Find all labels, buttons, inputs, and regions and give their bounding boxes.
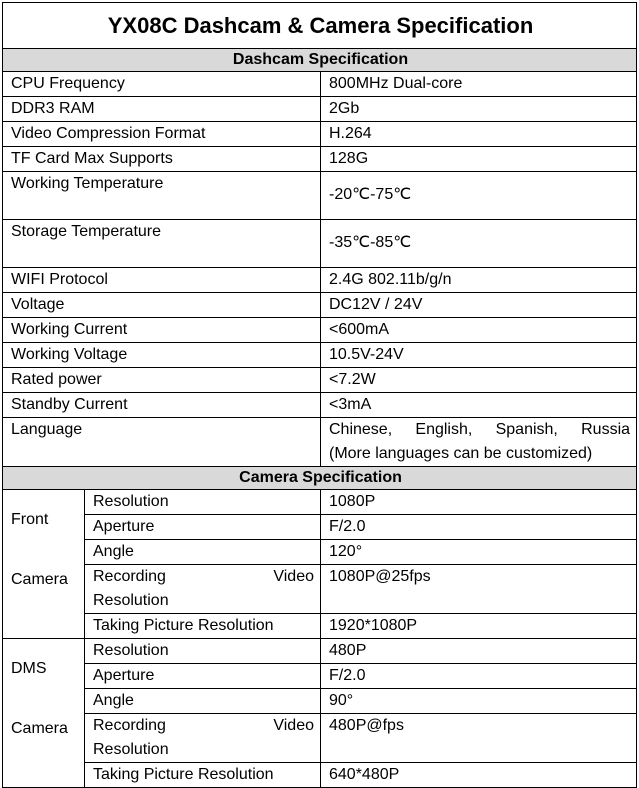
spec-value-text: -35℃-85℃ — [329, 234, 412, 251]
spec-value: F/2.0 — [321, 515, 637, 540]
table-row — [3, 639, 637, 664]
spec-label: TF Card Max Supports — [3, 147, 321, 172]
group-label-bottom: Camera — [11, 571, 68, 588]
recording-label-line-1 — [93, 565, 314, 589]
video-word: Video — [273, 568, 314, 585]
spec-label: Rated power — [3, 368, 321, 393]
table-row — [3, 220, 637, 268]
spec-label: Standby Current — [3, 393, 321, 418]
spec-label: CPU Frequency — [3, 72, 321, 97]
table-row — [3, 393, 637, 418]
table-row — [3, 540, 637, 565]
recording-word: Recording — [93, 717, 166, 734]
spec-value: <7.2W — [321, 368, 637, 393]
group-label-bottom: Camera — [11, 720, 68, 737]
table-row — [3, 689, 637, 714]
table-row — [3, 172, 637, 220]
spec-value: 480P@fps — [321, 714, 637, 763]
spec-value: 10.5V-24V — [321, 343, 637, 368]
spec-label: Storage Temperature — [3, 220, 321, 268]
spec-value: 90° — [321, 689, 637, 714]
spec-label: Working Current — [3, 318, 321, 343]
spec-value: H.264 — [321, 122, 637, 147]
spec-label: Voltage — [3, 293, 321, 318]
table-row — [3, 565, 637, 614]
spec-value: 128G — [321, 147, 637, 172]
title-row — [3, 3, 637, 49]
table-row — [3, 147, 637, 172]
section-row — [3, 467, 637, 490]
dashcam-section-heading: Dashcam Specification — [3, 49, 637, 72]
spec-value: 1080P@25fps — [321, 565, 637, 614]
spec-label — [85, 714, 321, 763]
spec-value: <600mA — [321, 318, 637, 343]
table-row — [3, 418, 637, 467]
camera-section-heading: Camera Specification — [3, 467, 637, 490]
spec-label: Angle — [85, 540, 321, 565]
recording-label-line-2: Resolution — [93, 592, 169, 609]
spec-value: 1920*1080P — [321, 614, 637, 639]
table-row — [3, 343, 637, 368]
spec-value: 800MHz Dual-core — [321, 72, 637, 97]
spec-label: Working Temperature — [3, 172, 321, 220]
recording-word: Recording — [93, 568, 166, 585]
table-row — [3, 490, 637, 515]
spec-label — [85, 565, 321, 614]
table-row — [3, 614, 637, 639]
table-row — [3, 268, 637, 293]
spec-label: Taking Picture Resolution — [85, 763, 321, 788]
page-title: YX08C Dashcam & Camera Specification — [3, 3, 637, 49]
spec-label: Taking Picture Resolution — [85, 614, 321, 639]
spec-value: <3mA — [321, 393, 637, 418]
video-word: Video — [273, 717, 314, 734]
spec-label: WIFI Protocol — [3, 268, 321, 293]
spec-value-text: -20℃-75℃ — [329, 186, 412, 203]
group-label-top: Front — [11, 511, 49, 528]
spec-label: Angle — [85, 689, 321, 714]
spec-value — [321, 172, 637, 220]
spec-label: Working Voltage — [3, 343, 321, 368]
table-row — [3, 318, 637, 343]
spec-label: Video Compression Format — [3, 122, 321, 147]
spec-value: 480P — [321, 639, 637, 664]
language-line-2: (More languages can be customized) — [329, 445, 593, 462]
spec-value: 120° — [321, 540, 637, 565]
spec-label: Aperture — [85, 664, 321, 689]
table-row — [3, 714, 637, 763]
spec-value: 640*480P — [321, 763, 637, 788]
spec-value: 1080P — [321, 490, 637, 515]
recording-label-line-1 — [93, 714, 314, 738]
spec-label: Language — [3, 418, 321, 467]
section-row — [3, 49, 637, 72]
spec-value — [321, 418, 637, 467]
recording-label-line-2: Resolution — [93, 741, 169, 758]
spec-value: DC12V / 24V — [321, 293, 637, 318]
language-line-1: Chinese, English, Spanish, Russia — [329, 421, 631, 438]
table-row — [3, 72, 637, 97]
table-row — [3, 515, 637, 540]
table-row — [3, 97, 637, 122]
spec-label: Aperture — [85, 515, 321, 540]
table-row — [3, 122, 637, 147]
spec-label: Resolution — [85, 639, 321, 664]
dms-camera-label — [3, 639, 85, 788]
spec-table — [2, 2, 637, 788]
table-row — [3, 293, 637, 318]
front-camera-label — [3, 490, 85, 639]
table-row — [3, 664, 637, 689]
spec-label: DDR3 RAM — [3, 97, 321, 122]
spec-label: Resolution — [85, 490, 321, 515]
spec-value: 2Gb — [321, 97, 637, 122]
spec-value: F/2.0 — [321, 664, 637, 689]
spec-value: 2.4G 802.11b/g/n — [321, 268, 637, 293]
group-label-top: DMS — [11, 660, 47, 677]
table-row — [3, 763, 637, 788]
table-row — [3, 368, 637, 393]
spec-value — [321, 220, 637, 268]
